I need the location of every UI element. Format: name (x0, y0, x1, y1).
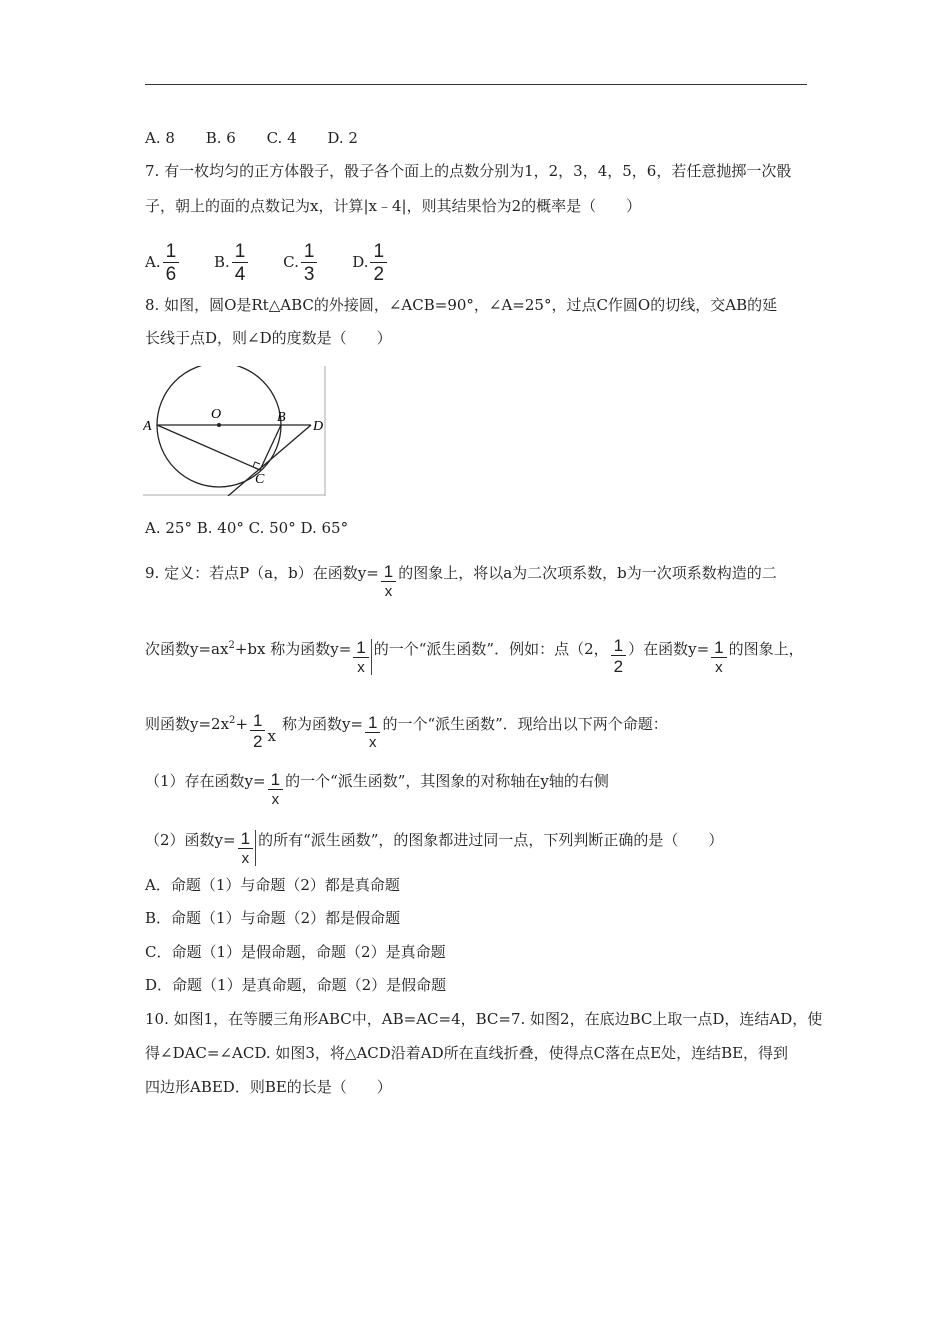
center-dot (217, 423, 221, 427)
q9-line3: 则函数$y=2x^2+$ $\frac{1}{2}$ x称为函数y= $\frac{1}{x}$ 的一个“派生函数”．现给出以下两个命题： (145, 711, 668, 751)
label-b: B (277, 410, 286, 425)
q10-line3: 四边形ABED．则BE的长是（ ） (145, 1078, 392, 1096)
q9-option-a: A．命题（1）与命题（2）都是真命题 (145, 876, 400, 894)
q9-statement-1: （1）存在函数y= $\frac{1}{x}$ 的一个“派生函数”，其图象的对称轴在y轴的右侧 (145, 770, 609, 808)
q9-option-d: D．命题（1）是真命题，命题（2）是假命题 (145, 976, 447, 994)
q9-line1: 9. 定义：若点P（a，b）在函数y= $\frac{1}{x}$ 的图象上，将以a为二次项系数，b为一次项系数构造的二 (145, 562, 777, 600)
q7-line2: 子，朝上的面的点数记为x，计算|x﹣4|，则其结果恰为2的概率是（ ） (145, 197, 642, 215)
q7-option-c: C. $\frac{1}{3}$ (283, 242, 319, 284)
header-rule (145, 84, 807, 85)
q9-option-c: C．命题（1）是假命题，命题（2）是真命题 (145, 943, 446, 961)
q6-option-d: D. 2 (327, 129, 358, 147)
q10-line1: 10. 如图1，在等腰三角形ABC中，AB=AC=4，BC=7. 如图2，在底边BC上取一点D，连结AD，使 (145, 1010, 823, 1028)
q9-line2: 次函数$y=ax^2+bx$ 称为函数y= $\frac{1}{x}$ 的一个“派生函数”．例如：点（2， $\frac{1}{2}$ ）在函数y= $\frac{1}{x}$ 的图象上， (145, 636, 804, 676)
q8-line2: 长线于点D，则∠D的度数是（ ） (145, 329, 392, 347)
label-a: A (143, 419, 152, 434)
q10-line2: 得∠DAC=∠ACD. 如图3，将△ACD沿着AD所在直线折叠，使得点C落在点E处，连结BE，得到 (145, 1044, 789, 1062)
q7-option-b: B. $\frac{1}{4}$ (214, 242, 250, 284)
q6-option-b: B. 6 (205, 129, 236, 147)
q7-option-a: A. $\frac{1}{6}$ (145, 242, 181, 284)
q6-option-c: C. 4 (266, 129, 297, 147)
right-angle-mark (253, 462, 260, 467)
q8-figure (143, 366, 326, 496)
q9-option-b: B．命题（1）与命题（2）都是假命题 (145, 909, 401, 927)
q6-option-a: A. 8 (145, 129, 175, 147)
q7-option-d: D. $\frac{1}{2}$ (352, 242, 389, 284)
label-d: D (313, 419, 324, 434)
q7-options (145, 242, 389, 284)
q8-line1: 8. 如图，圆O是Rt△ABC的外接圆，∠ACB=90°，∠A=25°，过点C作圆O的切线，交AB的延 (145, 296, 778, 314)
label-o: O (211, 407, 222, 422)
q9-statement-2: （2）函数y= $\frac{1}{x}$ 的所有“派生函数”，的图象都进过同一点，下列判断正确的是（ ） (145, 829, 724, 867)
label-c: C (255, 472, 265, 487)
tangent-line (228, 425, 311, 496)
line-ac (157, 425, 260, 470)
q7-line1: 7. 有一枚均匀的正方体骰子，骰子各个面上的点数分别为1，2，3，4，5，6，若任意抛掷一次骰 (145, 162, 792, 180)
line-bc (260, 425, 281, 470)
q6-options (145, 128, 358, 148)
q8-options: A. 25° B. 40° C. 50° D. 65° (145, 519, 349, 537)
